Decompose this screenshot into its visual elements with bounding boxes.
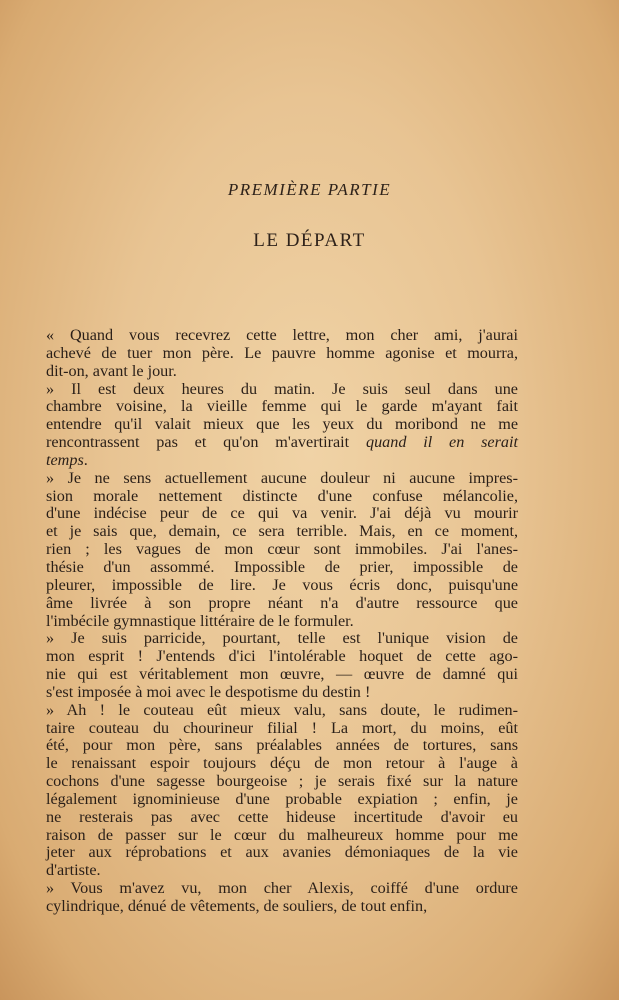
text-line: pleurer, impossible de lire. Je vous écris donc, puisqu'une: [46, 575, 518, 594]
text-line: cylindrique, dénué de vêtements, de souliers, de tout enfin,: [46, 897, 428, 915]
text-line: légalement ignominieuse d'une probable expiation ; enfin, je: [46, 789, 518, 808]
text-line: sion morale nettement distincte d'une confuse mélancolie,: [46, 486, 518, 505]
paragraph: [46, 327, 518, 381]
text-line: » Il est deux heures du matin. Je suis seul dans une: [46, 379, 518, 398]
text-line: entendre qu'il valait mieux que les yeux du moribond ne me: [46, 415, 518, 434]
text-line: mon esprit ! J'entends d'ici l'intolérable hoquet de cette ago-: [46, 647, 518, 666]
text-line: « Quand vous recevrez cette lettre, mon cher ami, j'aurai: [46, 326, 518, 344]
text-line: d'artiste.: [46, 861, 101, 880]
text-line: » Je suis parricide, pourtant, telle est l'unique vision de: [46, 629, 518, 648]
text-line: » Ah ! le couteau eût mieux valu, sans doute, le rudimen-: [46, 700, 518, 719]
text-line: » Je ne sens actuellement aucune douleur ni aucune impres-: [46, 468, 518, 487]
text-line: l'imbécile gymnastique littéraire de le formuler.: [46, 611, 354, 630]
text-line: s'est imposée à moi avec le despotisme du destin !: [46, 682, 371, 701]
text-line: rien ; les vagues de mon cœur sont immobiles. J'ai l'anes-: [46, 540, 518, 559]
text-line: raison de passer sur le cœur du malheureux homme pour me: [46, 825, 518, 844]
text-line: rencontrassent pas et qu'on m'avertirait quand il en serait: [46, 433, 519, 452]
text-line: temps.: [46, 450, 88, 469]
text-line: et je sais que, demain, ce sera terrible. Mais, en ce moment,: [46, 522, 518, 541]
text-line: nie qui est véritablement mon œuvre, — œuvre de damné qui: [46, 665, 518, 684]
text-line: le renaissant espoir toujours déçu de mon retour à l'auge à: [46, 754, 518, 773]
text-line: jeter aux réprobations et aux avanies démoniaques de la vie: [46, 843, 518, 862]
text-line: thésie d'un assommé. Impossible de prier, impossible de: [46, 557, 518, 576]
text-line: taire couteau du chourineur filial ! La mort, du moins, eût: [46, 718, 518, 737]
text-line: été, pour mon père, sans préalables années de tortures, sans: [46, 736, 518, 755]
paragraph: [46, 381, 518, 470]
text-line: achevé de tuer mon père. Le pauvre homme agonise et mourra,: [46, 343, 518, 362]
text-line: d'une indécise peur de ce qui va venir. J'ai déjà vu mourir: [46, 504, 518, 523]
text-line: dit-on, avant le jour.: [46, 361, 177, 380]
paragraph: [46, 702, 518, 880]
paragraph: [46, 880, 518, 916]
part-title: PREMIÈRE PARTIE: [227, 180, 392, 199]
paragraph: [46, 470, 518, 631]
body-text: [46, 327, 518, 916]
chapter-title: LE DÉPART: [253, 230, 366, 251]
text-line: cochons d'une sagesse bourgeoise ; je serais fixé sur la nature: [46, 772, 518, 791]
text-line: » Vous m'avez vu, mon cher Alexis, coiffé d'une ordure: [46, 879, 518, 898]
paragraph: [46, 630, 518, 701]
text-line: ne resterais pas avec cette hideuse incertitude d'avoir eu: [46, 807, 518, 826]
text-line: chambre voisine, la vieille femme qui le garde m'ayant fait: [46, 397, 518, 416]
text-line: âme livrée à son propre néant n'a d'autre ressource que: [46, 593, 518, 612]
